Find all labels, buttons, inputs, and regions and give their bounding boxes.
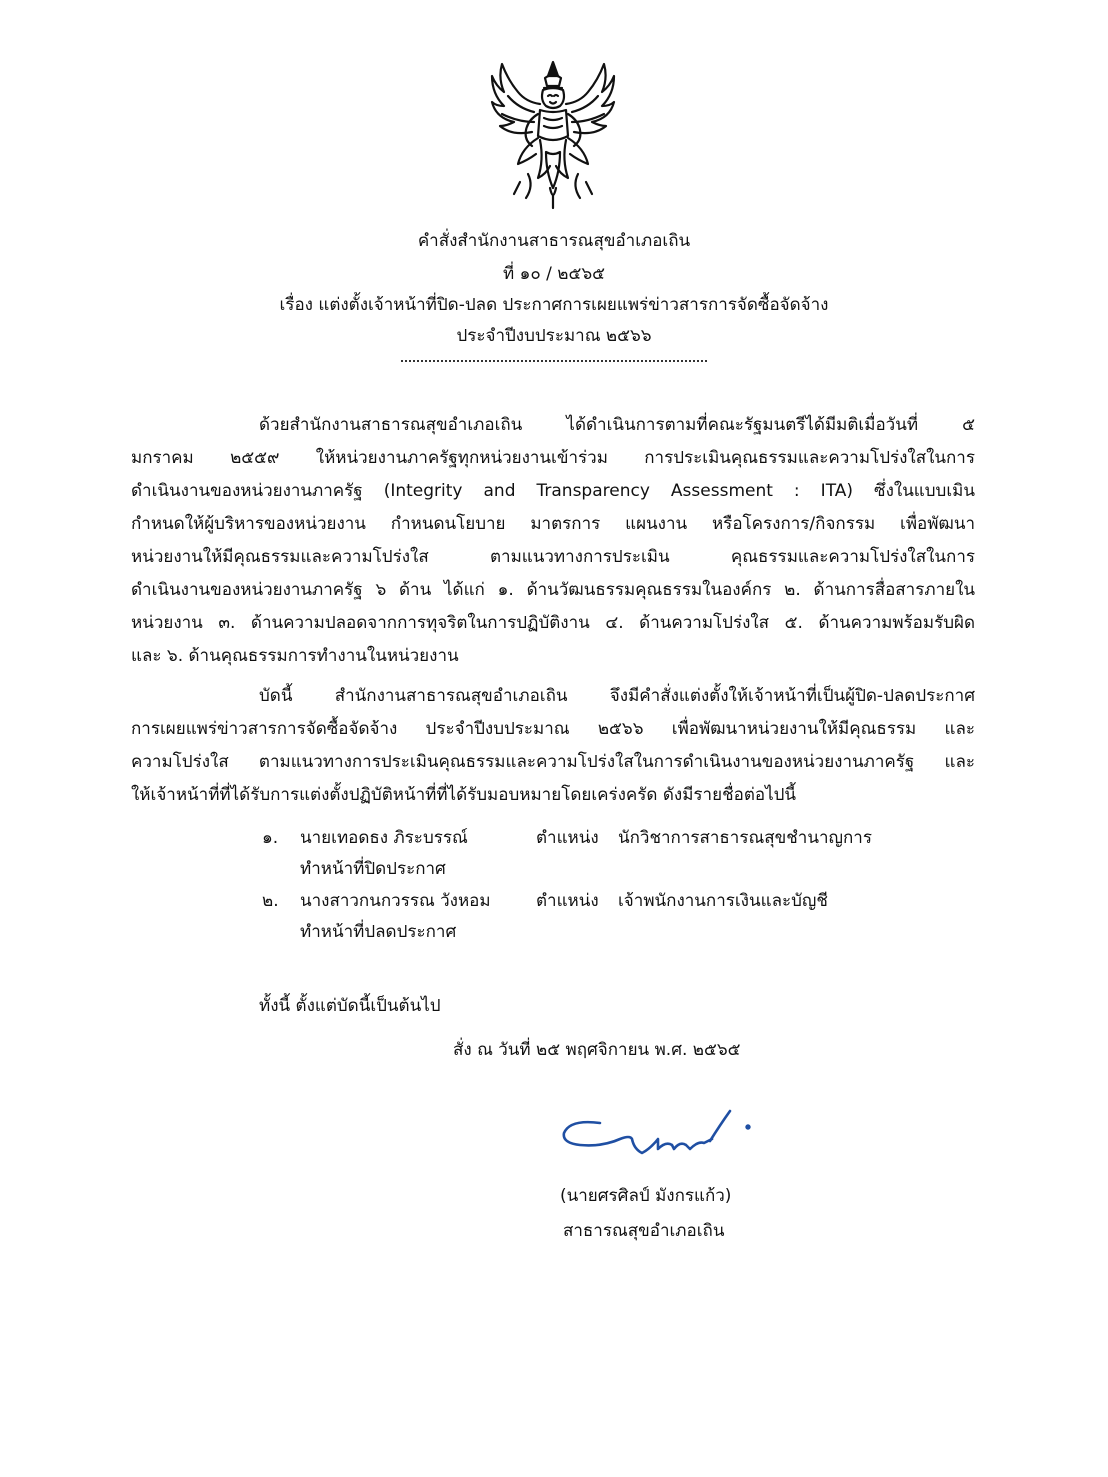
effective-statement: ทั้งนี้ ตั้งแต่บัดนี้เป็นต้นไป xyxy=(259,996,441,1016)
paragraph-1-line: ดำเนินงานของหน่วยงานภาครัฐ (Integrity and Transparency Assessment : ITA) ซึ่งในแบบเมิน xyxy=(131,481,975,501)
paragraph-1-line: ด้วยสำนักงานสาธารณสุขอำเภอเถิน ได้ดำเนินการตามที่คณะรัฐมนตรีได้มีมติเมื่อวันที่ ๕ xyxy=(259,415,975,435)
staff-1-duty: ทำหน้าที่ปิดประกาศ xyxy=(300,859,446,879)
order-title: คำสั่งสำนักงานสาธารณสุขอำเภอเถิน xyxy=(417,231,691,251)
order-subject: เรื่อง แต่งตั้งเจ้าหน้าที่ปิด-ปลด ประกาศการเผยแพร่ข่าวสารการจัดซื้อจัดจ้าง xyxy=(279,295,829,315)
staff-1-name: นายเทอดธง ภิระบรรณ์ xyxy=(300,828,468,848)
paragraph-1-line: และ ๖. ด้านคุณธรรมการทำงานในหน่วยงาน xyxy=(131,646,459,666)
staff-2-name: นางสาวกนกวรรณ วังหอม xyxy=(300,891,491,911)
order-number: ที่ ๑๐ / ๒๕๖๕ xyxy=(502,264,606,284)
paragraph-2-line: ความโปร่งใส ตามแนวทางการประเมินคุณธรรมและความโปร่งใสในการดำเนินงานของหน่วยงานภาครัฐ และ xyxy=(131,752,975,772)
staff-1-position-label: ตำแหน่ง xyxy=(536,828,599,848)
paragraph-1-line: กำหนดให้ผู้บริหารของหน่วยงาน กำหนดนโยบาย มาตรการ แผนงาน หรือโครงการ/กิจกรรม เพื่อพัฒนา xyxy=(131,514,975,534)
order-subject-year: ประจำปีงบประมาณ ๒๕๖๖ xyxy=(456,326,652,346)
paragraph-1-line: มกราคม ๒๕๕๙ ให้หน่วยงานภาครัฐทุกหน่วยงานเข้าร่วม การประเมินคุณธรรมและความโปร่งใสในการ xyxy=(131,448,975,468)
staff-2-position: เจ้าพนักงานการเงินและบัญชี xyxy=(618,891,828,911)
paragraph-1-line: หน่วยงานให้มีคุณธรรมและความโปร่งใส ตามแนวทางการประเมิน คุณธรรมและความโปร่งใสในการ xyxy=(131,547,975,567)
staff-2-duty: ทำหน้าที่ปลดประกาศ xyxy=(300,922,457,942)
paragraph-2-line: ให้เจ้าหน้าที่ที่ได้รับการแต่งตั้งปฏิบัติหน้าที่ที่ได้รับมอบหมายโดยเคร่งครัด ดังมีรายชื่อต่อไปนี้ xyxy=(131,785,797,805)
handwritten-signature xyxy=(560,1105,755,1165)
signatory-name: (นายศรศิลป์ มังกรแก้ว) xyxy=(560,1186,732,1206)
staff-2-position-label: ตำแหน่ง xyxy=(536,891,599,911)
order-date: สั่ง ณ วันที่ ๒๕ พฤศจิกายน พ.ศ. ๒๕๖๕ xyxy=(453,1040,741,1060)
paragraph-2-line: การเผยแพร่ข่าวสารการจัดซื้อจัดจ้าง ประจำปีงบประมาณ ๒๕๖๖ เพื่อพัฒนาหน่วยงานให้มีคุณธรรม และ xyxy=(131,719,975,739)
garuda-emblem-icon xyxy=(488,56,618,214)
paragraph-1-line: หน่วยงาน ๓. ด้านความปลอดจากการทุจริตในการปฏิบัติงาน ๔. ด้านความโปร่งใส ๕. ด้านความพร้อมรับผิด xyxy=(131,613,975,633)
staff-1-number: ๑. xyxy=(262,828,279,848)
signatory-title: สาธารณสุขอำเภอเถิน xyxy=(563,1221,725,1241)
header-divider xyxy=(401,360,707,362)
staff-2-number: ๒. xyxy=(262,891,279,911)
paragraph-2-line: บัดนี้ สำนักงานสาธารณสุขอำเภอเถิน จึงมีคำสั่งแต่งตั้งให้เจ้าหน้าที่เป็นผู้ปิด-ปลดประกาศ xyxy=(259,686,975,706)
paragraph-1-line: ดำเนินงานของหน่วยงานภาครัฐ ๖ ด้าน ได้แก่ ๑. ด้านวัฒนธรรมคุณธรรมในองค์กร ๒. ด้านการสื่อสารภายใน xyxy=(131,580,975,600)
staff-1-position: นักวิชาการสาธารณสุขชำนาญการ xyxy=(618,828,872,848)
